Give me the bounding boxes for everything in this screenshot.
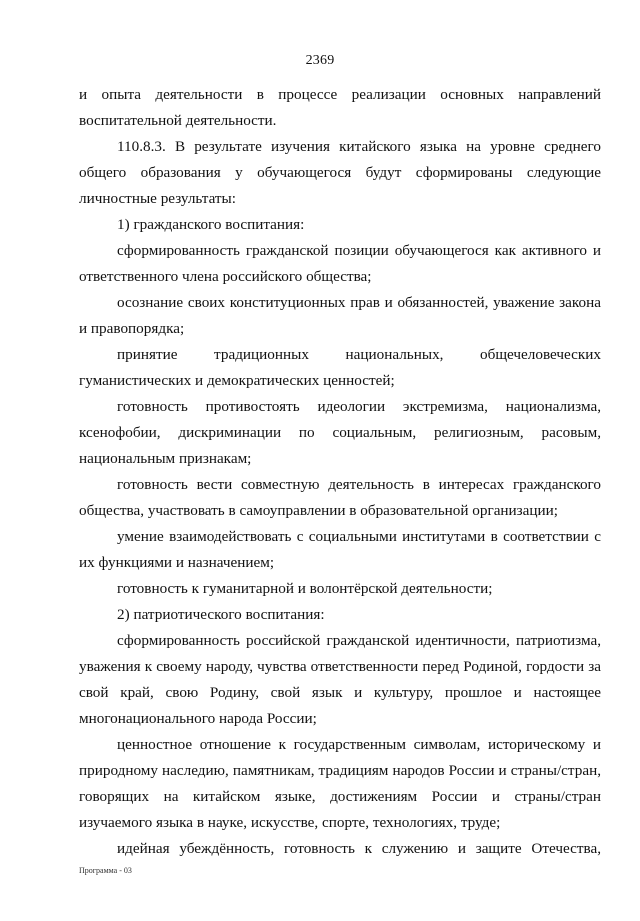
list-heading-civic: 1) гражданского воспитания: (117, 216, 305, 233)
list-heading-patriotic: 2) патриотического воспитания: (117, 606, 325, 623)
paragraph: сформированность российской гражданской идентичности, патриотизма, уважения к своему народу, чувства ответственности перед Родиной, гордости за свой край, свою Родину, свой язык и культуру, прошлое и настоящее многонационального народа России; (79, 632, 601, 727)
paragraph: осознание своих конституционных прав и обязанностей, уважение закона и правопорядка; (79, 294, 601, 337)
paragraph: и опыта деятельности в процессе реализации основных направлений воспитательной деятельности. (79, 86, 601, 129)
paragraph: умение взаимодействовать с социальными институтами в соответствии с их функциями и назначением; (79, 528, 601, 571)
paragraph: готовность к гуманитарной и волонтёрской деятельности; (117, 580, 493, 597)
paragraph: ценностное отношение к государственным символам, историческому и природному наследию, памятникам, традициям народов России и страны/стран, говорящих на китайском языке, достижениям России и страны/стран изучаемого языка в науке, искусстве, спорте, технологиях, труде; (79, 736, 601, 831)
paragraph: 110.8.3. В результате изучения китайского языка на уровне среднего общего образования у обучающегося будут сформированы следующие личностные результаты: (79, 138, 601, 207)
paragraph: принятие традиционных национальных, общечеловеческих гуманистических и демократических ценностей; (79, 346, 601, 389)
page-number: 2369 (305, 53, 335, 68)
paragraph: готовность вести совместную деятельность в интересах гражданского общества, участвовать в самоуправлении в образовательной организации; (79, 476, 601, 519)
page-footer: Программа - 03 (79, 866, 132, 875)
document-body (79, 82, 601, 862)
paragraph: готовность противостоять идеологии экстремизма, национализма, ксенофобии, дискриминации по социальным, религиозным, расовым, национальным признакам; (79, 398, 601, 467)
paragraph: идейная убеждённость, готовность к служению и защите Отечества, (117, 840, 601, 857)
paragraph: сформированность гражданской позиции обучающегося как активного и ответственного члена российского общества; (79, 242, 601, 285)
